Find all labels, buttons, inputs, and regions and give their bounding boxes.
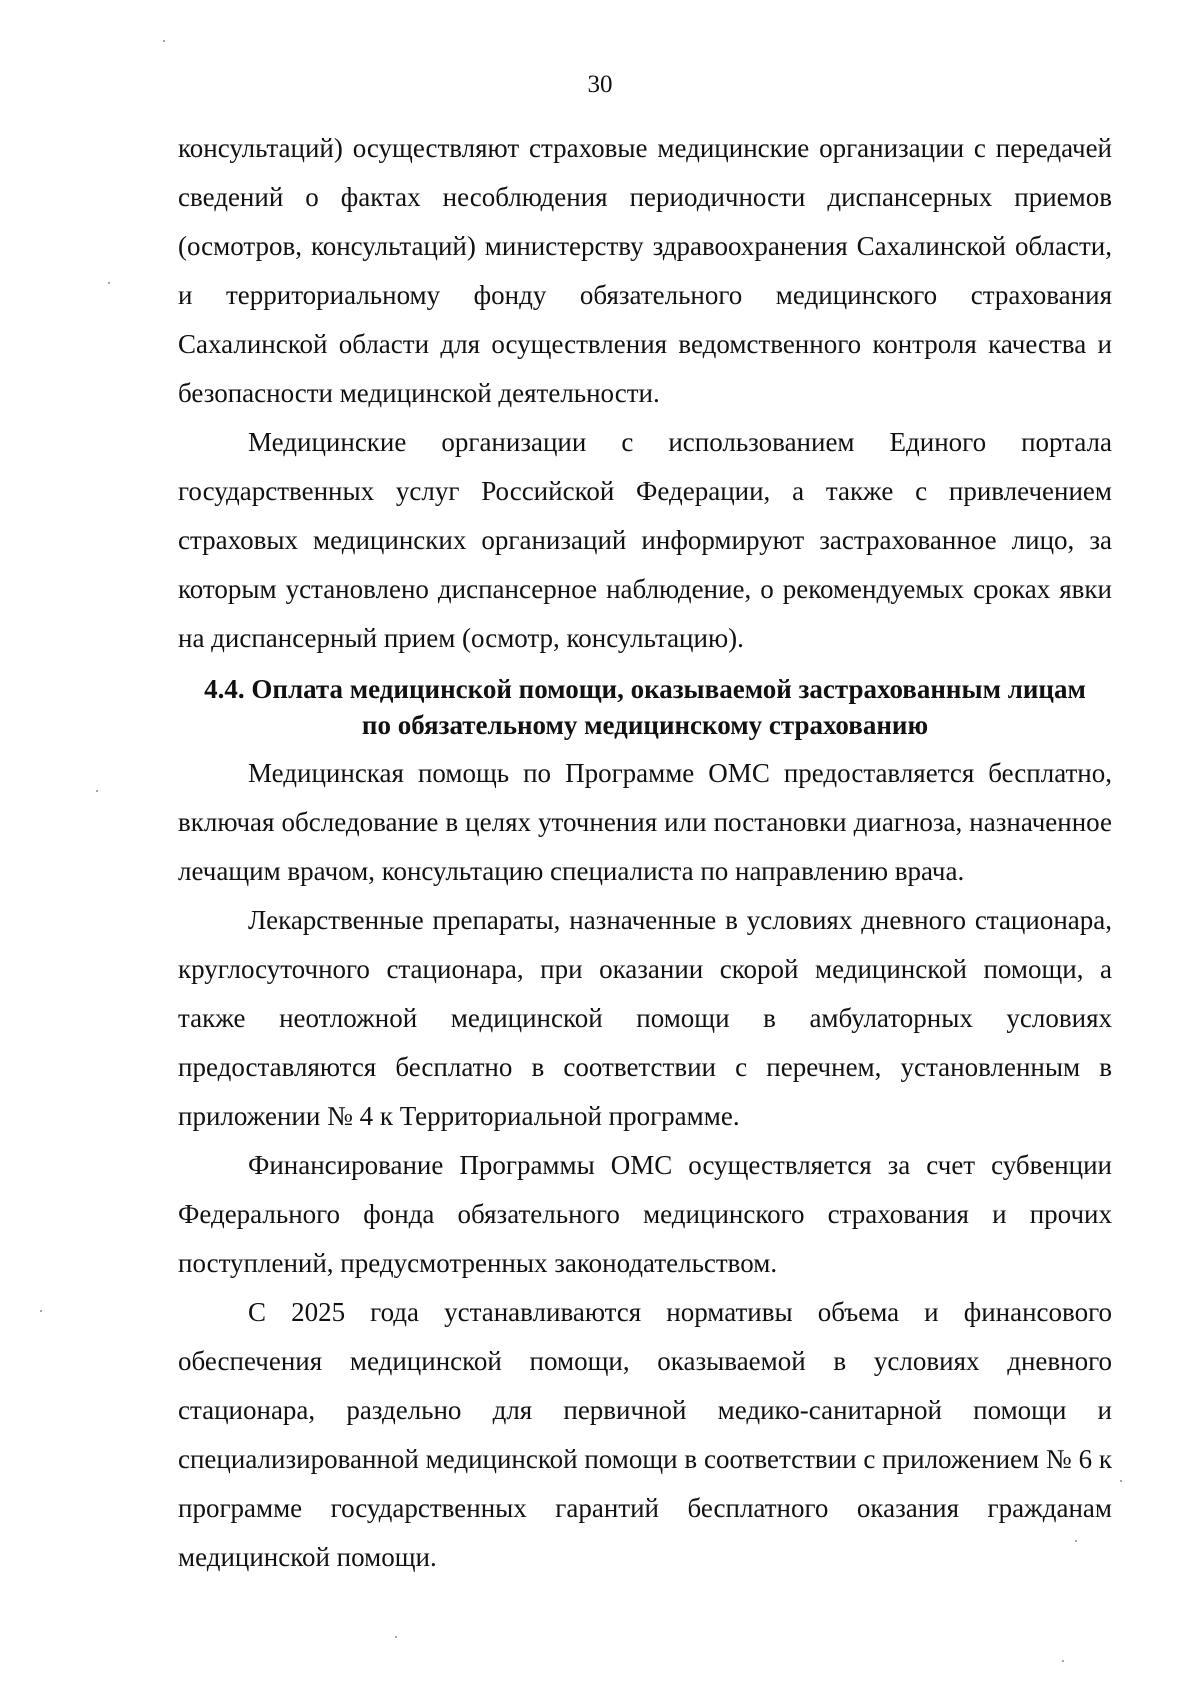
paragraph-medicines: Лекарственные препараты, назначенные в условиях дневного стационара, круглосуточного стационара, при оказании скорой медицинской помощи, а также неотложной медицинской помощи в амбулаторных условиях предоставляются бесплатно в соответствии с перечнем, установленным в приложении № 4 к Территориальной программе. — [178, 905, 1112, 1131]
section-heading-line-1: 4.4. Оплата медицинской помощи, оказываемой застрахованным лицам — [204, 674, 1086, 704]
paragraph-financing: Финансирование Программы ОМС осуществляется за счет субвенции Федерального фонда обязательного медицинского страхования и прочих поступлений, предусмотренных законодательством. — [178, 1150, 1112, 1278]
scan-speck — [40, 1310, 42, 1312]
scan-speck — [1120, 1480, 1122, 1482]
section-heading-line-2: по обязательному медицинскому страхованию — [361, 710, 929, 740]
scan-speck — [163, 40, 165, 42]
document-body — [178, 124, 1112, 1582]
section-heading — [178, 671, 1112, 743]
paragraph-free-care: Медицинская помощь по Программе ОМС предоставляется бесплатно, включая обследование в целях уточнения или постановки диагноза, назначенное лечащим врачом, консультацию специалиста по направлению врача. — [178, 758, 1112, 886]
scan-speck — [1062, 1660, 1064, 1662]
scan-speck — [96, 790, 98, 792]
scan-speck — [108, 282, 110, 284]
paragraph-continued: консультаций) осуществляют страховые медицинские организации с передачей сведений о фактах несоблюдения периодичности диспансерных приемов (осмотров, консультаций) министерству здравоохранения Сахалинской области, и территориальному фонду обязательного медицинского страхования Сахалинской области для осуществления ведомственного контроля качества и безопасности медицинской деятельности. — [178, 133, 1112, 408]
paragraph-informing: Медицинские организации с использованием Единого портала государственных услуг Российской Федерации, а также с привлечением страховых медицинских организаций информируют застрахованное лицо, за которым установлено диспансерное наблюдение, о рекомендуемых сроках явки на диспансерный прием (осмотр, консультацию). — [178, 427, 1112, 653]
scan-speck — [1075, 1540, 1077, 1542]
scan-speck — [395, 1636, 397, 1638]
page-number: 30 — [587, 71, 613, 98]
paragraph-standards-2025: С 2025 года устанавливаются нормативы объема и финансового обеспечения медицинской помощи, оказываемой в условиях дневного стационара, раздельно для первичной медико-санитарной помощи и специализированной медицинской помощи в соответствии с приложением № 6 к программе государственных гарантий бесплатного оказания гражданам медицинской помощи. — [178, 1297, 1112, 1572]
